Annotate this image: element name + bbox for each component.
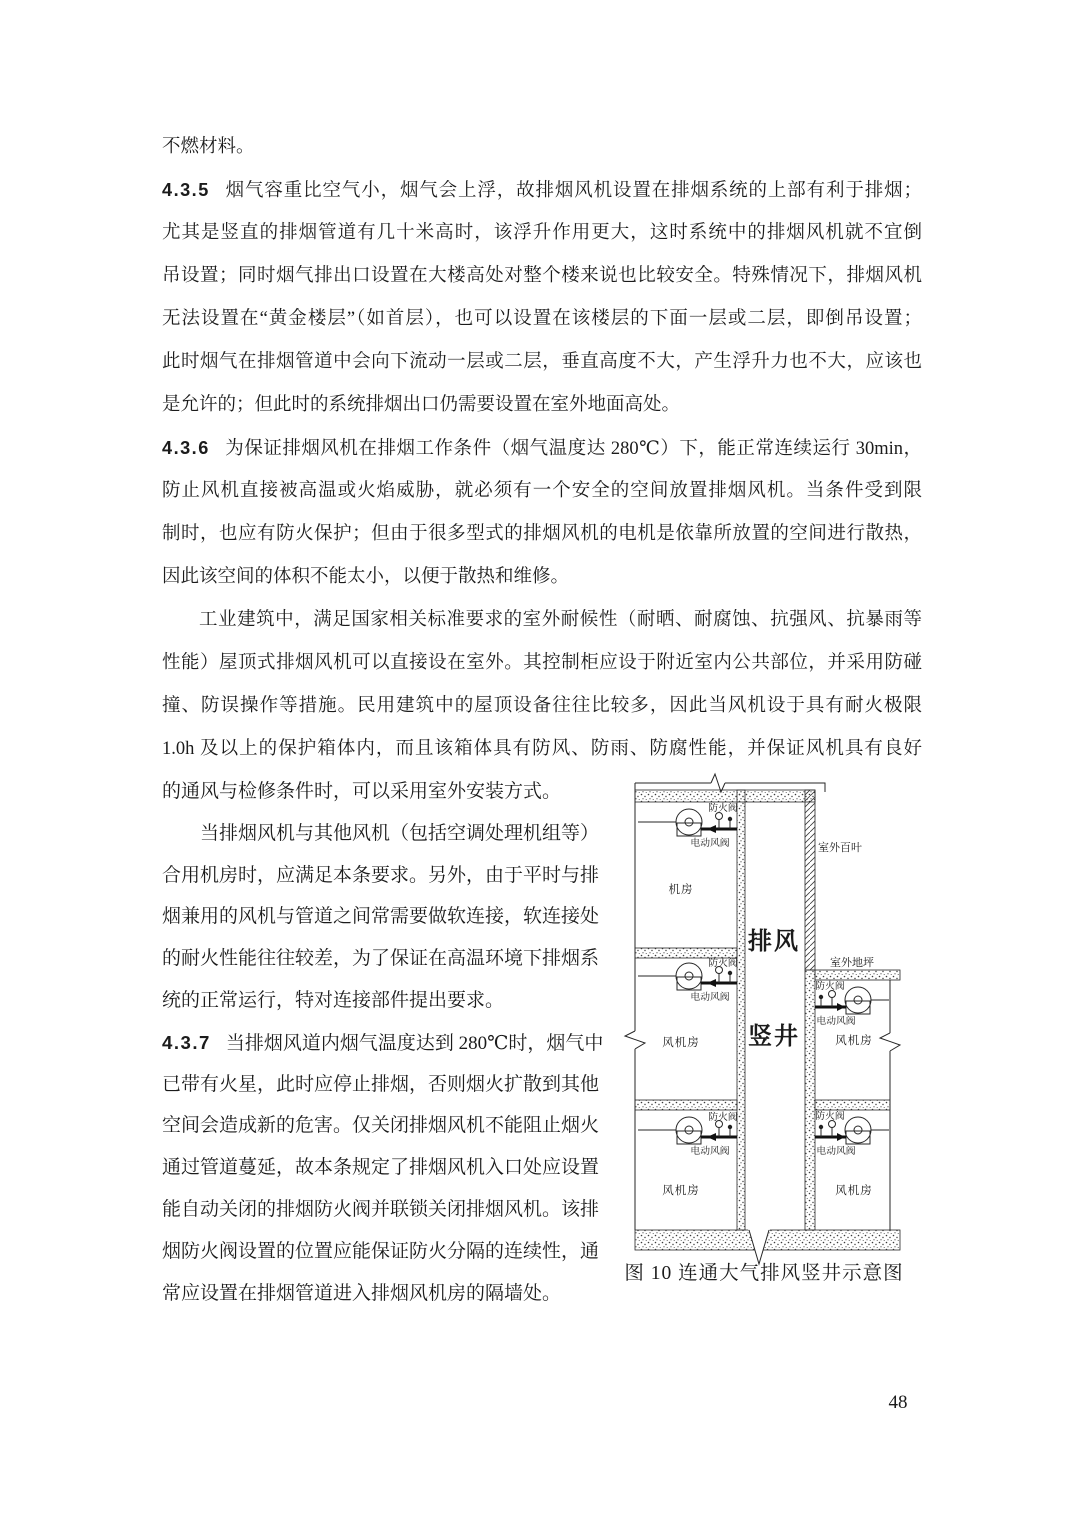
- body-line: 已带有火星，此时应停止排烟，否则烟火扩散到其他: [162, 1073, 600, 1095]
- label-motor-damper: 电动风阀: [816, 1146, 856, 1157]
- floor-slab-left-2: [635, 1100, 737, 1110]
- shaft-left-wall: [737, 790, 745, 1230]
- section-number: 4.3.5: [162, 180, 210, 200]
- label-fire-damper: 防火阀: [815, 981, 845, 992]
- body-line: 当排烟风机与其他风机（包括空调处理机组等）: [200, 822, 600, 844]
- body-line: 常应设置在排烟管道进入排烟风机房的隔墙处。: [162, 1282, 562, 1304]
- body-text-narrow: [162, 771, 604, 1314]
- motor-damper-symbol: [728, 817, 732, 821]
- outdoor-ground-slab: [815, 970, 900, 980]
- body-line: 工业建筑中，满足国家相关标准要求的室外耐候性（耐晒、耐腐蚀、抗强风、抗暴雨等: [199, 610, 922, 630]
- label-machine-room: 机房: [668, 884, 694, 896]
- body-line: 的耐火性能往往较差，为了保证在高温环境下排烟系: [162, 948, 600, 970]
- body-line: 制时，也应有防火保护；但由于很多型式的排烟风机的电机是依靠所放置的空间进行散热，: [162, 524, 922, 544]
- flow-arrow: [707, 979, 716, 987]
- body-line: 尤其是竖直的排烟管道有几十米高时，该浮升作用更大，这时系统中的排烟风机就不宜倒: [162, 223, 922, 243]
- body-text-wide: [162, 126, 922, 771]
- page-number: 48: [888, 1392, 908, 1413]
- body-line: 1.0h 及以上的保护箱体内，而且该箱体具有防风、防雨、防腐性能，并保证风机具有良好: [162, 739, 922, 759]
- label-outdoor-ground: 室外地坪: [830, 957, 874, 969]
- body-line: 的通风与检修条件时，可以采用室外安装方式。: [162, 781, 562, 802]
- label-fan-room: 风机房: [835, 1185, 873, 1197]
- motor-damper-symbol: [728, 971, 732, 975]
- label-fan-room: 风机房: [835, 1035, 873, 1047]
- body-line: 吊设置；同时烟气排出口设置在大楼高处对整个楼来说也比较安全。特殊情况下，排烟风机: [162, 266, 922, 286]
- floor-slab-right: [815, 1100, 890, 1110]
- body-line: 统的正常运行，特对连接部件提出要求。: [162, 989, 505, 1011]
- body-line: 烟防火阀设置的位置应能保证防火分隔的连续性，通: [162, 1240, 600, 1262]
- section-number: 4.3.7: [162, 1031, 211, 1053]
- body-line-section-4-3-5: [162, 169, 922, 212]
- label-fan-room: 风机房: [662, 1185, 700, 1197]
- roof-slab: [635, 790, 815, 802]
- label-motor-damper: 电动风阀: [816, 1016, 856, 1027]
- figure-10-exhaust-shaft-diagram: [612, 772, 912, 1272]
- fan-unit: [638, 1110, 738, 1157]
- label-fire-damper: 防火阀: [708, 1112, 738, 1123]
- label-shaft-well: 竖井: [748, 1024, 800, 1050]
- body-line: 性能）屋顶式排烟风机可以直接设在室外。其控制柜应设于附近室内公共部位，并采用防碰: [162, 653, 922, 673]
- label-motor-damper: 电动风阀: [690, 1146, 730, 1157]
- floor-slab-left-1: [635, 948, 737, 958]
- label-motor-damper: 电动风阀: [690, 838, 730, 849]
- label-fire-damper: 防火阀: [708, 958, 738, 969]
- body-line: 撞、防误操作等措施。民用建筑中的屋顶设备往往比较多，因此当风机设于具有耐火极限: [162, 696, 922, 716]
- section-number: 4.3.6: [162, 438, 210, 458]
- fan-unit: [815, 1109, 889, 1157]
- flow-arrow: [837, 1133, 845, 1141]
- roof-line: [635, 774, 825, 792]
- body-line: 通过管道蔓延，故本条规定了排烟风机入口处应设置: [162, 1157, 600, 1179]
- flow-arrow: [707, 1133, 716, 1141]
- shaft-schematic-drawing: [612, 772, 912, 1272]
- motor-damper-symbol: [819, 995, 823, 999]
- body-line-text: 为保证排烟风机在排烟工作条件（烟气温度达 280℃）下，能正常连续运行 30min，: [224, 439, 922, 459]
- body-line-section-4-3-6: [162, 427, 922, 470]
- label-fire-damper: 防火阀: [815, 1111, 845, 1122]
- shaft-right-wall-exterior: [805, 790, 815, 970]
- label-outdoor-louver: 室外百叶: [818, 842, 862, 854]
- shaft-right-wall-lower: [805, 970, 815, 1230]
- body-line-text: 烟气容重比空气小，烟气会上浮，故排烟风机设置在排烟系统的上部有利于排烟；: [224, 181, 922, 201]
- body-line: 此时烟气在排烟管道中会向下流动一层或二层，垂直高度不大，产生浮升力也不大，应该也: [162, 352, 922, 372]
- body-line: 能自动关闭的排烟防火阀并联锁关闭排烟风机。该排: [162, 1198, 600, 1220]
- body-line: 是允许的；但此时的系统排烟出口仍需要设置在室外地面高处。: [162, 395, 681, 415]
- body-line: 无法设置在“黄金楼层”（如首层），也可以设置在该楼层的下面一层或二层，即倒吊设置；: [162, 309, 922, 329]
- body-line-text: 当排烟风道内烟气温度达到 280℃时，烟气中: [225, 1032, 604, 1054]
- body-line: 合用机房时，应满足本条要求。另外，由于平时与排: [162, 864, 600, 886]
- motor-damper-symbol: [728, 1125, 732, 1129]
- body-line: 空间会造成新的危害。仅关闭排烟风机不能阻止烟火: [162, 1115, 600, 1137]
- flow-arrow: [707, 825, 716, 833]
- label-fire-damper: 防火阀: [708, 803, 738, 814]
- fan-unit: [815, 979, 889, 1027]
- figure-caption: 图 10 连通大气排风竖井示意图: [624, 1263, 904, 1284]
- body-line-section-4-3-7: [162, 1022, 604, 1064]
- flow-arrow: [837, 1003, 845, 1011]
- body-line: 不燃材料。: [162, 137, 255, 157]
- fan-unit: [638, 801, 738, 849]
- label-shaft-exhaust: 排风: [748, 929, 800, 955]
- left-outer-wall: [625, 783, 645, 1230]
- body-line: 因此该空间的体积不能太小，以便于散热和维修。: [162, 567, 570, 587]
- body-line: 烟兼用的风机与管道之间常需要做软连接，软连接处: [162, 906, 600, 928]
- label-fan-room: 风机房: [662, 1037, 700, 1049]
- fan-unit: [638, 956, 738, 1003]
- body-line: 防止风机直接被高温或火焰威胁，就必须有一个安全的空间放置排烟风机。当条件受到限: [162, 481, 922, 501]
- motor-damper-symbol: [819, 1125, 823, 1129]
- label-motor-damper: 电动风阀: [690, 992, 730, 1003]
